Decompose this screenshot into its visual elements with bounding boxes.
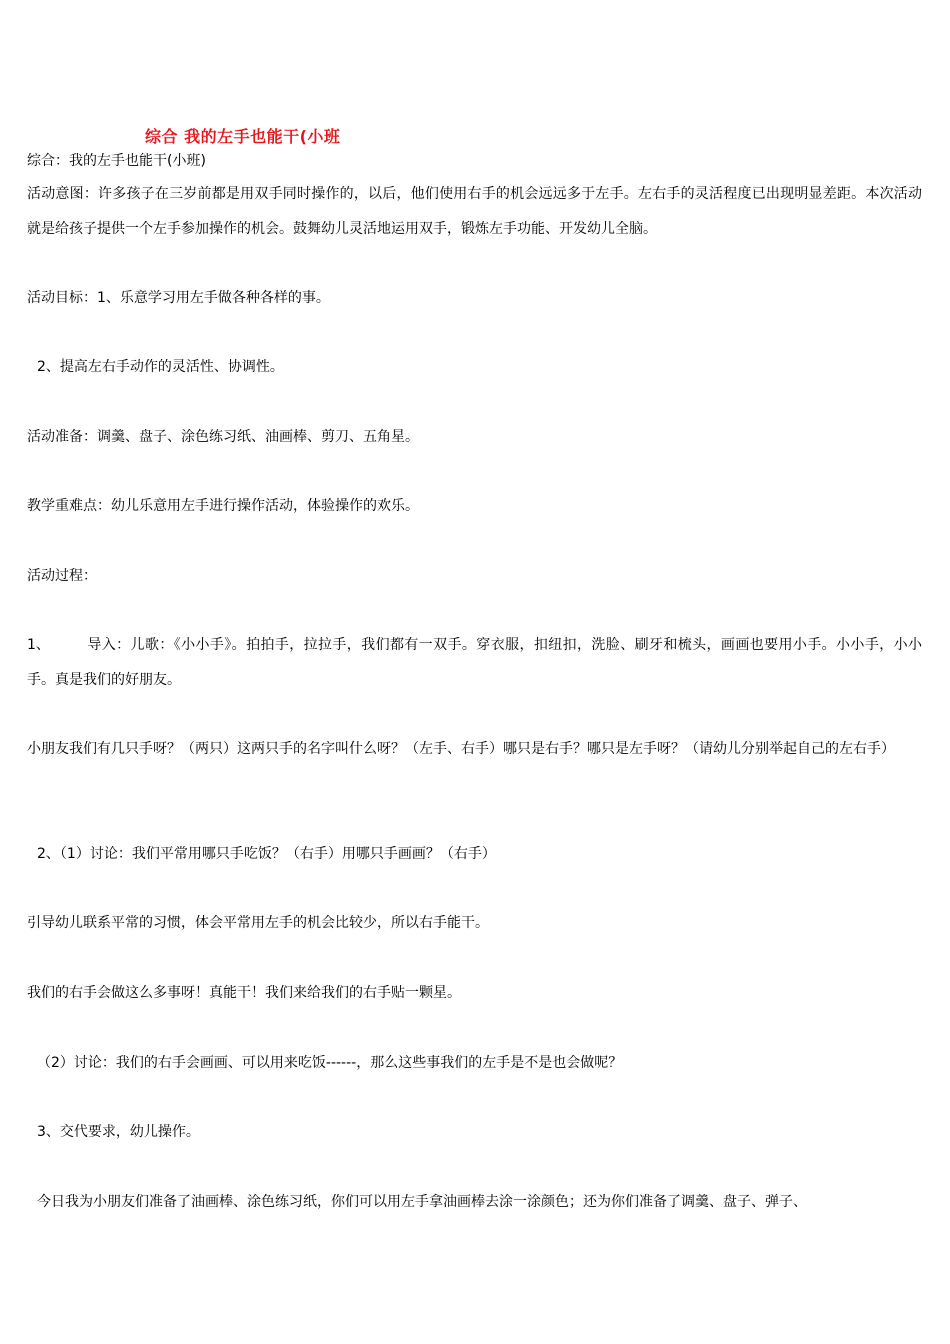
paragraph-materials: 今日我为小朋友们准备了油画棒、涂色练习纸，你们可以用左手拿油画棒去涂一涂颜色；还为你们准备了调羹、盘子、弹子、 — [37, 1194, 807, 1210]
paragraph-activity-process: 活动过程： — [27, 568, 97, 584]
paragraph-activity-goal-1: 活动目标：1、乐意学习用左手做各种各样的事。 — [27, 290, 330, 306]
paragraph-key-points: 教学重难点：幼儿乐意用左手进行操作活动，体验操作的欢乐。 — [27, 498, 419, 514]
document-title: 综合 我的左手也能干(小班 — [145, 127, 341, 146]
paragraph-step-3: 3、交代要求，幼儿操作。 — [37, 1124, 200, 1140]
paragraph-step-2-1: 2、（1）讨论：我们平常用哪只手吃饭？（右手）用哪只手画画？（右手） — [37, 846, 496, 862]
step-text: 导入：儿歌：《小小手》。拍拍手，拉拉手，我们都有一双手。穿衣服，扣纽扣，洗脸、刷牙和梳头，画画也要用小手。小小手，小小手。真是我们的好朋友。 — [27, 637, 922, 688]
step-number: 1、 — [27, 637, 50, 653]
paragraph-step-1 — [27, 628, 922, 698]
paragraph-activity-preparation: 活动准备：调羹、盘子、涂色练习纸、油画棒、剪刀、五角星。 — [27, 429, 419, 445]
paragraph-guidance: 引导幼儿联系平常的习惯，体会平常用左手的机会比较少，所以右手能干。 — [27, 915, 489, 931]
paragraph-activity-intent: 活动意图：许多孩子在三岁前都是用双手同时操作的，以后，他们使用右手的机会远远多于左手。左右手的灵活程度已出现明显差距。本次活动就是给孩子提供一个左手参加操作的机会。鼓舞幼儿灵活地运用双手，锻炼左手功能、开发幼儿全脑。 — [27, 186, 922, 237]
paragraph-step-2-2: （2）讨论：我们的右手会画画、可以用来吃饭------，那么这些事我们的左手是不是也会做呢？ — [37, 1055, 623, 1071]
paragraph-praise: 我们的右手会做这么多事呀！真能干！我们来给我们的右手贴一颗星。 — [27, 985, 461, 1001]
paragraph-question: 小朋友我们有几只手呀？（两只）这两只手的名字叫什么呀？（左手、右手）哪只是右手？哪只是左手呀？（请幼儿分别举起自己的左右手） — [27, 741, 895, 757]
paragraph-activity-goal-2: 2、提高左右手动作的灵活性、协调性。 — [37, 359, 284, 375]
paragraph-subtitle: 综合：我的左手也能干(小班) — [27, 153, 206, 169]
